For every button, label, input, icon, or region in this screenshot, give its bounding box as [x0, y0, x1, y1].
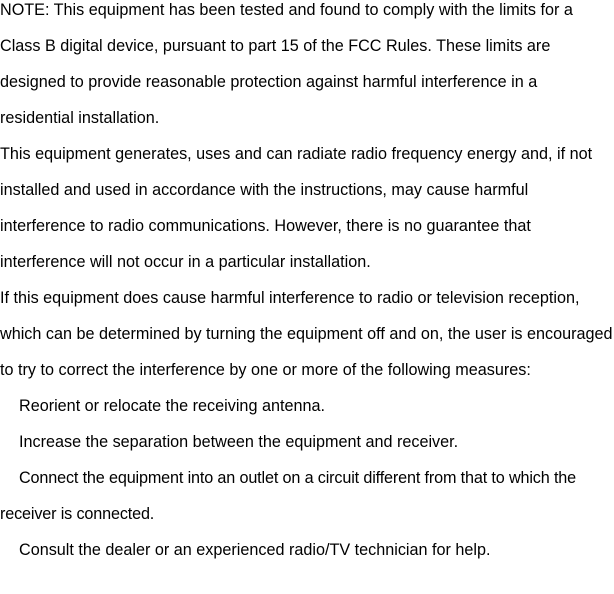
measure-item: Consult the dealer or an experienced radio/TV technician for help.	[19, 541, 491, 559]
fcc-note-paragraph: NOTE: This equipment has been tested and found to comply with the limits for a Class B digital device, pursuant to part 15 of the FCC Rules. These limits are designed to provide reasonable protection against harmful interference in a residential installation.	[0, 1, 573, 127]
measure-item: Connect the equipment into an outlet on a circuit different from that to which the receiver is connected.	[0, 469, 576, 523]
interference-paragraph: If this equipment does cause harmful interference to radio or television reception, which can be determined by turning the equipment off and on, the user is encouraged to try to correct the interference by one or more of the following measures:	[0, 289, 613, 379]
measure-item: Increase the separation between the equipment and receiver.	[19, 433, 459, 451]
rf-energy-paragraph: This equipment generates, uses and can radiate radio frequency energy and, if not installed and used in accordance with the instructions, may cause harmful interference to radio communications. However, there is no guarantee that interference will not occur in a particular installation.	[0, 145, 593, 271]
measure-item: Reorient or relocate the receiving antenna.	[19, 397, 325, 415]
